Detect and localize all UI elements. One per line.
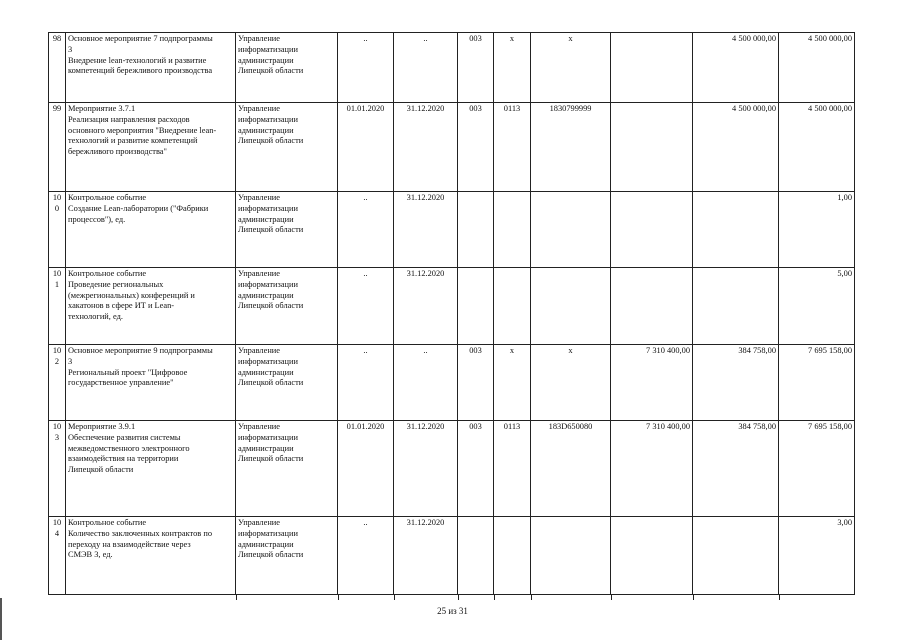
start-date: .. bbox=[338, 517, 394, 595]
target-article-code bbox=[531, 517, 611, 595]
event-title-line: Основное мероприятие 7 подпрограммы bbox=[68, 34, 213, 43]
table-row bbox=[49, 192, 855, 268]
event-title-line: СМЭВ 3, ед. bbox=[68, 550, 113, 560]
row-number: 100 bbox=[49, 192, 66, 268]
executor-line: Управление bbox=[238, 422, 281, 431]
column-border-extension bbox=[693, 595, 694, 601]
executor-line: Управление bbox=[238, 518, 281, 527]
event-title-line: Реализация направления расходов bbox=[68, 114, 190, 124]
event-title-line: компетенций бережливого производства bbox=[68, 66, 213, 76]
event-title-line: Обеспечение развития системы bbox=[68, 432, 181, 442]
executor bbox=[236, 192, 338, 268]
federal-budget-amount bbox=[611, 192, 693, 268]
row-number: 101 bbox=[49, 268, 66, 345]
section-code bbox=[494, 192, 531, 268]
executor-line: Липецкой области bbox=[238, 225, 304, 235]
executor-line: информатизации bbox=[238, 44, 298, 54]
executor bbox=[236, 103, 338, 192]
table-row bbox=[49, 421, 855, 517]
executor-line: информатизации bbox=[238, 528, 298, 538]
total-amount: 3,00 bbox=[779, 517, 855, 595]
total-amount: 7 695 158,00 bbox=[779, 421, 855, 517]
scan-edge-mark bbox=[0, 598, 2, 640]
event-title bbox=[66, 268, 236, 345]
grbs-code: 003 bbox=[458, 33, 494, 103]
end-date: .. bbox=[394, 345, 458, 421]
section-code: х bbox=[494, 33, 531, 103]
federal-budget-amount bbox=[611, 517, 693, 595]
event-title-line: Основное мероприятие 9 подпрограммы bbox=[68, 346, 213, 355]
table-body bbox=[49, 33, 855, 595]
executor-line: информатизации bbox=[238, 432, 298, 442]
start-date: 01.01.2020 bbox=[338, 421, 394, 517]
row-number: 103 bbox=[49, 421, 66, 517]
federal-budget-amount bbox=[611, 33, 693, 103]
regional-budget-amount: 384 758,00 bbox=[693, 345, 779, 421]
regional-budget-amount: 384 758,00 bbox=[693, 421, 779, 517]
table-row bbox=[49, 345, 855, 421]
section-code: 0113 bbox=[494, 421, 531, 517]
event-title-line: переходу на взаимодействие через bbox=[68, 539, 191, 549]
grbs-code bbox=[458, 517, 494, 595]
event-title bbox=[66, 345, 236, 421]
budget-table bbox=[48, 32, 855, 595]
executor bbox=[236, 345, 338, 421]
end-date: 31.12.2020 bbox=[394, 192, 458, 268]
executor-line: администрации bbox=[238, 539, 294, 549]
regional-budget-amount bbox=[693, 517, 779, 595]
executor-line: администрации bbox=[238, 55, 294, 65]
event-title-line: Липецкой области bbox=[68, 465, 134, 475]
event-title-line: (межрегиональных) конференций и bbox=[68, 290, 195, 300]
row-number: 104 bbox=[49, 517, 66, 595]
grbs-code: 003 bbox=[458, 103, 494, 192]
event-title-line: Создание Lean-лаборатории ("Фабрики bbox=[68, 203, 209, 213]
column-border-extension bbox=[779, 595, 780, 601]
event-title-line: процессов"), ед. bbox=[68, 214, 126, 224]
executor-line: информатизации bbox=[238, 279, 298, 289]
grbs-code: 003 bbox=[458, 345, 494, 421]
event-title bbox=[66, 421, 236, 517]
end-date: 31.12.2020 bbox=[394, 268, 458, 345]
executor-line: Липецкой области bbox=[238, 66, 304, 76]
row-number: 98 bbox=[49, 33, 66, 103]
federal-budget-amount bbox=[611, 268, 693, 345]
executor-line: администрации bbox=[238, 290, 294, 300]
end-date: .. bbox=[394, 33, 458, 103]
page-number: 25 из 31 bbox=[437, 606, 468, 616]
total-amount: 4 500 000,00 bbox=[779, 103, 855, 192]
start-date: 01.01.2020 bbox=[338, 103, 394, 192]
event-title bbox=[66, 103, 236, 192]
executor bbox=[236, 421, 338, 517]
executor bbox=[236, 268, 338, 345]
executor-line: администрации bbox=[238, 367, 294, 377]
executor-line: администрации bbox=[238, 443, 294, 453]
event-title-line: межведомственного электронного bbox=[68, 443, 190, 453]
row-number: 102 bbox=[49, 345, 66, 421]
executor-line: Управление bbox=[238, 269, 281, 278]
column-border-extension bbox=[611, 595, 612, 601]
executor-line: информатизации bbox=[238, 114, 298, 124]
executor-line: Липецкой области bbox=[238, 301, 304, 311]
event-title-line: технологий, ед. bbox=[68, 312, 123, 322]
row-number: 99 bbox=[49, 103, 66, 192]
start-date: .. bbox=[338, 192, 394, 268]
event-title-line: Контрольное событие bbox=[68, 193, 147, 202]
target-article-code: 183D650080 bbox=[531, 421, 611, 517]
event-title-line: бережливого производства" bbox=[68, 147, 167, 157]
executor-line: администрации bbox=[238, 214, 294, 224]
event-title-line: Внедрение lean-технологий и развитие bbox=[68, 55, 207, 65]
grbs-code bbox=[458, 268, 494, 345]
executor-line: информатизации bbox=[238, 203, 298, 213]
federal-budget-amount: 7 310 400,00 bbox=[611, 421, 693, 517]
executor-line: Управление bbox=[238, 34, 281, 43]
executor bbox=[236, 517, 338, 595]
executor-line: Липецкой области bbox=[238, 454, 304, 464]
target-article-code bbox=[531, 268, 611, 345]
regional-budget-amount: 4 500 000,00 bbox=[693, 103, 779, 192]
event-title bbox=[66, 192, 236, 268]
federal-budget-amount bbox=[611, 103, 693, 192]
event-title-line: технологий и развитие компетенций bbox=[68, 136, 198, 146]
target-article-code: 1830799999 bbox=[531, 103, 611, 192]
event-title-line: Проведение региональных bbox=[68, 279, 164, 289]
section-code bbox=[494, 268, 531, 345]
section-code: 0113 bbox=[494, 103, 531, 192]
event-title-line: Мероприятие 3.7.1 bbox=[68, 104, 136, 113]
event-title-line: 3 bbox=[68, 356, 73, 366]
start-date: .. bbox=[338, 268, 394, 345]
event-title-line: Мероприятие 3.9.1 bbox=[68, 422, 136, 431]
target-article-code: х bbox=[531, 345, 611, 421]
regional-budget-amount bbox=[693, 192, 779, 268]
section-code: х bbox=[494, 345, 531, 421]
table-row bbox=[49, 33, 855, 103]
grbs-code: 003 bbox=[458, 421, 494, 517]
end-date: 31.12.2020 bbox=[394, 517, 458, 595]
regional-budget-amount: 4 500 000,00 bbox=[693, 33, 779, 103]
event-title-line: Количество заключенных контрактов по bbox=[68, 528, 213, 538]
column-border-extension bbox=[236, 595, 237, 601]
total-amount: 1,00 bbox=[779, 192, 855, 268]
event-title-line: Контрольное событие bbox=[68, 269, 147, 278]
executor-line: Липецкой области bbox=[238, 550, 304, 560]
target-article-code: х bbox=[531, 33, 611, 103]
regional-budget-amount bbox=[693, 268, 779, 345]
event-title-line: государственное управление" bbox=[68, 378, 174, 388]
total-amount: 4 500 000,00 bbox=[779, 33, 855, 103]
column-border-extension bbox=[458, 595, 459, 601]
executor-line: Управление bbox=[238, 104, 281, 113]
table-row bbox=[49, 517, 855, 595]
event-title bbox=[66, 33, 236, 103]
event-title-line: Контрольное событие bbox=[68, 518, 147, 527]
executor-line: Управление bbox=[238, 346, 281, 355]
event-title-line: 3 bbox=[68, 44, 73, 54]
executor-line: Управление bbox=[238, 193, 281, 202]
column-border-extension bbox=[394, 595, 395, 601]
section-code bbox=[494, 517, 531, 595]
target-article-code bbox=[531, 192, 611, 268]
table-row bbox=[49, 268, 855, 345]
executor-line: информатизации bbox=[238, 356, 298, 366]
column-border-extension bbox=[338, 595, 339, 601]
total-amount: 7 695 158,00 bbox=[779, 345, 855, 421]
event-title bbox=[66, 517, 236, 595]
executor-line: Липецкой области bbox=[238, 378, 304, 388]
end-date: 31.12.2020 bbox=[394, 421, 458, 517]
end-date: 31.12.2020 bbox=[394, 103, 458, 192]
grbs-code bbox=[458, 192, 494, 268]
table-row bbox=[49, 103, 855, 192]
event-title-line: Региональный проект "Цифровое bbox=[68, 367, 188, 377]
event-title-line: основного мероприятия "Внедрение lean- bbox=[68, 125, 217, 135]
federal-budget-amount: 7 310 400,00 bbox=[611, 345, 693, 421]
start-date: .. bbox=[338, 33, 394, 103]
column-border-extension bbox=[531, 595, 532, 601]
event-title-line: взаимодействия на территории bbox=[68, 454, 179, 464]
executor-line: Липецкой области bbox=[238, 136, 304, 146]
executor-line: администрации bbox=[238, 125, 294, 135]
event-title-line: хакатонов в сфере ИТ и Lean- bbox=[68, 301, 175, 311]
executor bbox=[236, 33, 338, 103]
total-amount: 5,00 bbox=[779, 268, 855, 345]
column-border-extension bbox=[494, 595, 495, 601]
start-date: .. bbox=[338, 345, 394, 421]
